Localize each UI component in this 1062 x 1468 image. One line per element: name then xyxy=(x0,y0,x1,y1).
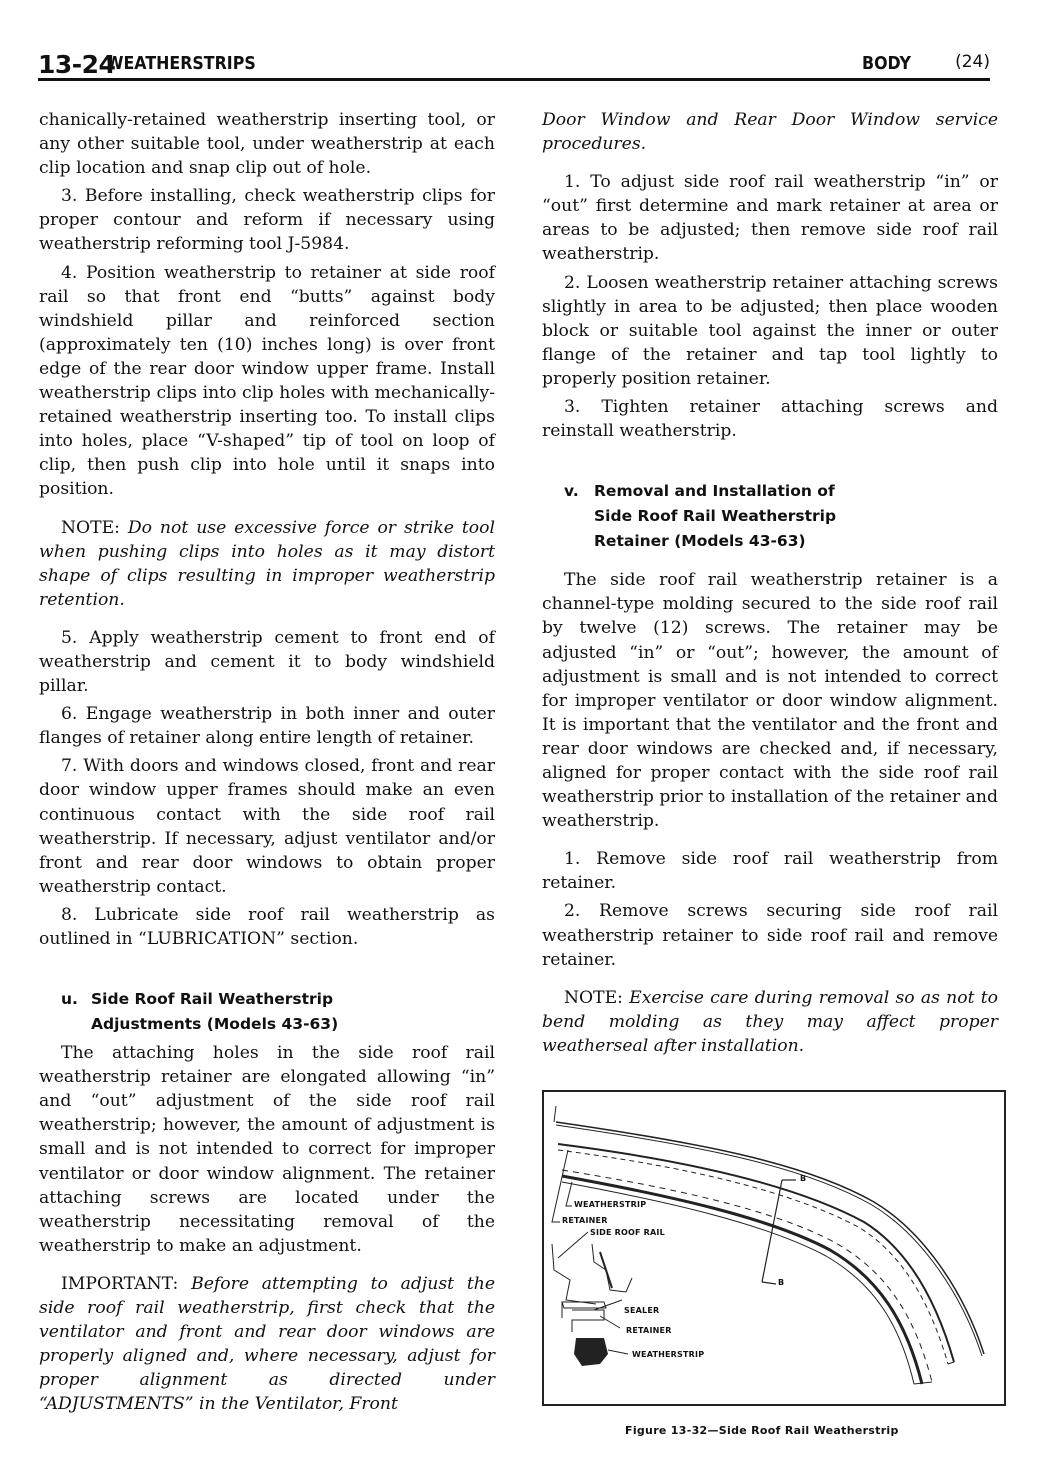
right-column xyxy=(542,108,998,1058)
u-step-2: 2. Loosen weatherstrip retainer attaching screws slightly in area to be adjusted; then place wooden block or suitable tool against the inner or outer flange of the retainer and tap tool lightly to properly position retainer. xyxy=(542,272,998,389)
u-step-1: 1. To adjust side roof rail weatherstrip “in” or “out” first determine and mark retainer at area or areas to be adjusted; then remove side roof rail weatherstrip. xyxy=(542,172,998,265)
step-4: 4. Position weatherstrip to retainer at side roof rail so that front end “butts” against body windshield pillar and reinforced section (approximately ten (10) inches long) is over front edge of the rear door window upper frame. Install weatherstrip clips into clip holes with mechanically-retained weatherstrip inserting too. To install clips into holes, place “V-shaped” tip of tool on loop of clip, then push clip into hole until it snaps into position. xyxy=(39,262,495,500)
label-weatherstrip-detail: WEATHERSTRIP xyxy=(632,1350,705,1359)
section-mark-bottom: B xyxy=(778,1278,785,1287)
step-7: 7. With doors and windows closed, front and rear door window upper frames should make an even continuous contact with the side roof rail weatherstrip. If necessary, adjust ventilator and/or front and rear door windows to obtain proper weatherstrip contact. xyxy=(39,756,495,897)
step-5: 5. Apply weatherstrip cement to front end of weatherstrip and cement it to body windshield pillar. xyxy=(39,627,495,697)
step-8: 8. Lubricate side roof rail weatherstrip as outlined in “LUBRICATION” section. xyxy=(39,904,495,949)
note-paragraph xyxy=(39,516,495,612)
heading-line: Retainer (Models 43-63) xyxy=(594,532,806,551)
section-letter: u. xyxy=(61,990,78,1009)
section-u-paragraph: The attaching holes in the side roof rail weatherstrip retainer are elongated allowing “in” and “out” adjustment of the side roof rail weatherstrip; however, the amount of adjustment is small and is not intended to correct for improper ventilator or door window alignment. The retainer attaching screws are located under the weatherstrip necessitating removal of the weatherstrip to make an adjustment. xyxy=(39,1043,495,1256)
note-label: NOTE: xyxy=(564,987,630,1008)
section-mark-top: B xyxy=(800,1174,807,1183)
label-retainer: RETAINER xyxy=(562,1216,608,1225)
important-label: IMPORTANT: xyxy=(61,1273,192,1294)
page-number: 13-24 xyxy=(38,50,116,79)
label-sealer: SEALER xyxy=(624,1306,660,1315)
important-text: Before attempting to adjust the side roof rail weatherstrip, first check that the ventilator and front and rear door windows are properly aligned and, where necessary, adjust for proper alignment as directed under “ADJUSTMENTS” in the Ventilator, Front xyxy=(39,1273,495,1415)
heading-line: Removal and Installation of xyxy=(594,482,835,501)
v-step-2: 2. Remove screws securing side roof rail weatherstrip retainer to side roof rail and remove retainer. xyxy=(542,901,998,970)
roof-rail-illustration xyxy=(544,1092,1004,1404)
label-retainer-detail: RETAINER xyxy=(626,1326,672,1335)
heading-line: Side Roof Rail Weatherstrip xyxy=(91,990,334,1009)
label-side-roof-rail: SIDE ROOF RAIL xyxy=(590,1228,665,1237)
u-step-3: 3. Tighten retainer attaching screws and reinstall weatherstrip. xyxy=(542,397,998,442)
note-text: Exercise care during removal so as not to bend molding as they may affect proper weatherseal after installation. xyxy=(542,987,998,1056)
section-v-paragraph: The side roof rail weatherstrip retainer is a channel-type molding secured to the side roof rail by twelve (12) screws. The retainer may be adjusted “in” or “out”; however, the amount of adjustment is small and is not intended to correct for improper ventilator or door window alignment. It is important that the ventilator and the front and rear door windows are checked and, if necessary, aligned for proper contact with the side roof rail weatherstrip prior to installation of the retainer and weatherstrip. xyxy=(542,570,998,832)
heading-line: Adjustments (Models 43-63) xyxy=(91,1015,339,1034)
figure-side-roof-rail xyxy=(542,1090,1006,1406)
label-weatherstrip: WEATHERSTRIP xyxy=(574,1200,647,1209)
section-v-heading xyxy=(542,479,998,554)
section-letter: v. xyxy=(564,482,579,501)
heading-line: Side Roof Rail Weatherstrip xyxy=(594,507,837,526)
section-u-heading xyxy=(39,987,495,1037)
figure-caption: Figure 13-32—Side Roof Rail Weatherstrip xyxy=(625,1424,899,1437)
paragraph-continued: chanically-retained weatherstrip inserting tool, or any other suitable tool, under weatherstrip at each clip location and snap clip out of hole. xyxy=(39,110,495,179)
important-continued: Door Window and Rear Door Window service procedures. xyxy=(542,110,998,155)
note-label: NOTE: xyxy=(61,517,128,538)
v-step-1: 1. Remove side roof rail weatherstrip from retainer. xyxy=(542,849,998,894)
page-header xyxy=(38,48,990,81)
note-text: Do not use excessive force or strike tool when pushing clips into holes as it may distort shape of clips resulting in improper weatherstrip retention. xyxy=(39,517,495,610)
section-name: BODY xyxy=(862,53,912,74)
note-paragraph-2 xyxy=(542,986,998,1058)
step-6: 6. Engage weatherstrip in both inner and outer flanges of retainer along entire length of retainer. xyxy=(39,704,495,749)
step-3: 3. Before installing, check weatherstrip clips for proper contour and reform if necessary using weatherstrip reforming tool J-5984. xyxy=(39,186,495,255)
page-reference: (24) xyxy=(955,52,990,72)
left-column xyxy=(39,108,495,1417)
chapter-title: WEATHERSTRIPS xyxy=(106,53,256,74)
important-paragraph xyxy=(39,1272,495,1417)
